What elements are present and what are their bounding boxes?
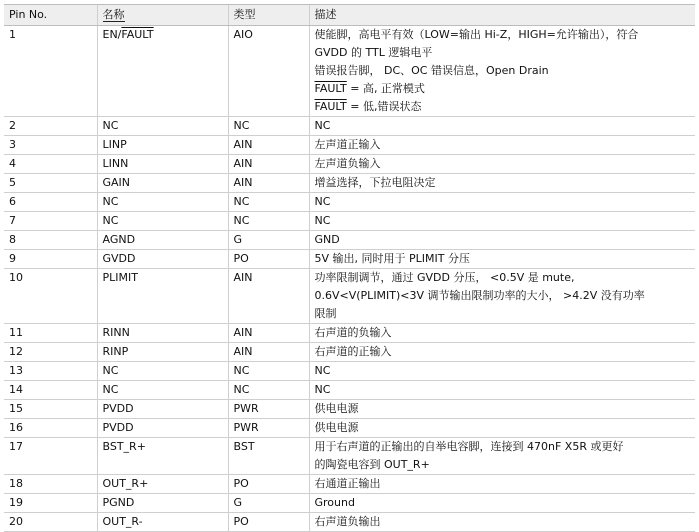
header-row [4,5,695,26]
pin-description [309,26,695,117]
pin-number: 3 [4,136,97,155]
pin-table [4,4,695,532]
pin-type: G [228,231,309,250]
pin-description: 左声道正输入 [309,136,695,155]
table-row [4,438,695,475]
pin-description: 供电电源 [309,419,695,438]
pin-description: Ground [309,494,695,513]
pin-name: RINN [97,324,228,343]
pin-type: AIN [228,155,309,174]
pin-name: NC [97,212,228,231]
pin-type: G [228,494,309,513]
pin-type: NC [228,193,309,212]
pin-type: AIN [228,343,309,362]
pin-name: LINP [97,136,228,155]
pin-number: 4 [4,155,97,174]
table-row [4,494,695,513]
pin-name: RINP [97,343,228,362]
pin-name [97,26,228,117]
header-pin-no: Pin No. [4,5,97,26]
table-row [4,136,695,155]
table-row [4,343,695,362]
pin-name: PVDD [97,419,228,438]
pin-name: AGND [97,231,228,250]
table-row [4,362,695,381]
pin-description: NC [309,212,695,231]
pin-description: NC [309,362,695,381]
desc-line-fault-high [315,80,691,98]
pin-name: LINN [97,155,228,174]
pin-number: 13 [4,362,97,381]
desc-line: 的陶瓷电容到 OUT_R+ [314,458,430,471]
pin-number: 17 [4,438,97,475]
pin-type: AIN [228,324,309,343]
pin-type: AIN [228,174,309,193]
pin-type: AIO [228,26,309,117]
pin-name: NC [97,381,228,400]
pin-number: 18 [4,475,97,494]
pin-name: PVDD [97,400,228,419]
pin-name: NC [97,193,228,212]
pin-number: 6 [4,193,97,212]
pin-type: AIN [228,269,309,324]
pin-number: 14 [4,381,97,400]
pin-type: PO [228,475,309,494]
pin-description: NC [309,117,695,136]
pin-description: 左声道负输入 [309,155,695,174]
pin-name-overline: FAULT [121,28,154,41]
pin-number: 2 [4,117,97,136]
header-desc: 描述 [309,5,695,26]
pin-name: OUT_R+ [97,475,228,494]
pin-number: 12 [4,343,97,362]
pin-description: 供电电源 [309,400,695,419]
pin-number: 19 [4,494,97,513]
pin-type: PWR [228,400,309,419]
pin-name: NC [97,117,228,136]
fault-high-text: = 高, 正常模式 [346,82,425,95]
table-row [4,324,695,343]
pin-number: 10 [4,269,97,324]
fault-overline: FAULT [314,100,347,113]
pin-number: 8 [4,231,97,250]
pin-name: PLIMIT [97,269,228,324]
table-row [4,381,695,400]
pin-type: PO [228,250,309,269]
pin-name: GAIN [97,174,228,193]
pin-description: GND [309,231,695,250]
pin-description [309,269,695,324]
pin-type: NC [228,212,309,231]
pin-description [309,438,695,475]
pin-description: 右声道的负输入 [309,324,695,343]
pin-type: NC [228,117,309,136]
desc-line: 错误报告脚， DC、OC 错误信息，Open Drain [314,64,549,77]
desc-line: 用于右声道的正输出的自举电容脚，连接到 470nF X5R 或更好 [314,440,624,453]
header-name-label: 名称 [102,8,125,21]
table-row [4,419,695,438]
desc-line: 使能脚，高电平有效（LOW=输出 Hi-Z，HIGH=允许输出），符合 [314,28,639,41]
pin-number: 1 [4,26,97,117]
table-row [4,26,695,117]
desc-line: 限制 [314,307,337,320]
fault-low-text: = 低,错误状态 [346,100,422,113]
table-row [4,193,695,212]
table-row [4,174,695,193]
pin-type: AIN [228,136,309,155]
table-row [4,212,695,231]
table-row [4,117,695,136]
pin-description: NC [309,193,695,212]
fault-overline: FAULT [314,82,347,95]
header-name [97,5,228,26]
desc-line: 0.6V<V(PLIMIT)<3V 调节输出限制功率的大小， >4.2V 没有功率 [314,289,645,302]
pin-description: 右通道正输出 [309,475,695,494]
pin-number: 7 [4,212,97,231]
pin-number: 9 [4,250,97,269]
pin-description: NC [309,381,695,400]
pin-type: NC [228,362,309,381]
table-row [4,475,695,494]
pin-description: 5V 输出, 同时用于 PLIMIT 分压 [309,250,695,269]
pin-name: PGND [97,494,228,513]
pin-description: 右声道负输出 [309,513,695,532]
pin-name: NC [97,362,228,381]
pin-name-prefix: EN/ [102,28,122,41]
desc-line: GVDD 的 TTL 逻辑电平 [314,46,433,59]
pin-description: 右声道的正输入 [309,343,695,362]
pin-name: BST_R+ [97,438,228,475]
pin-number: 20 [4,513,97,532]
table-row [4,231,695,250]
desc-line-fault-low [315,98,691,116]
table-row [4,250,695,269]
header-type: 类型 [228,5,309,26]
pin-number: 16 [4,419,97,438]
pin-name: GVDD [97,250,228,269]
table-row [4,400,695,419]
table-row [4,269,695,324]
pin-type: BST [228,438,309,475]
pin-name: OUT_R- [97,513,228,532]
pin-number: 15 [4,400,97,419]
pin-type: PWR [228,419,309,438]
pin-number: 11 [4,324,97,343]
pin-number: 5 [4,174,97,193]
table-row [4,155,695,174]
pin-type: NC [228,381,309,400]
pin-type: PO [228,513,309,532]
pin-description: 增益选择，下拉电阻决定 [309,174,695,193]
desc-line: 功率限制调节，通过 GVDD 分压， <0.5V 是 mute, [314,271,575,284]
table-row [4,513,695,532]
